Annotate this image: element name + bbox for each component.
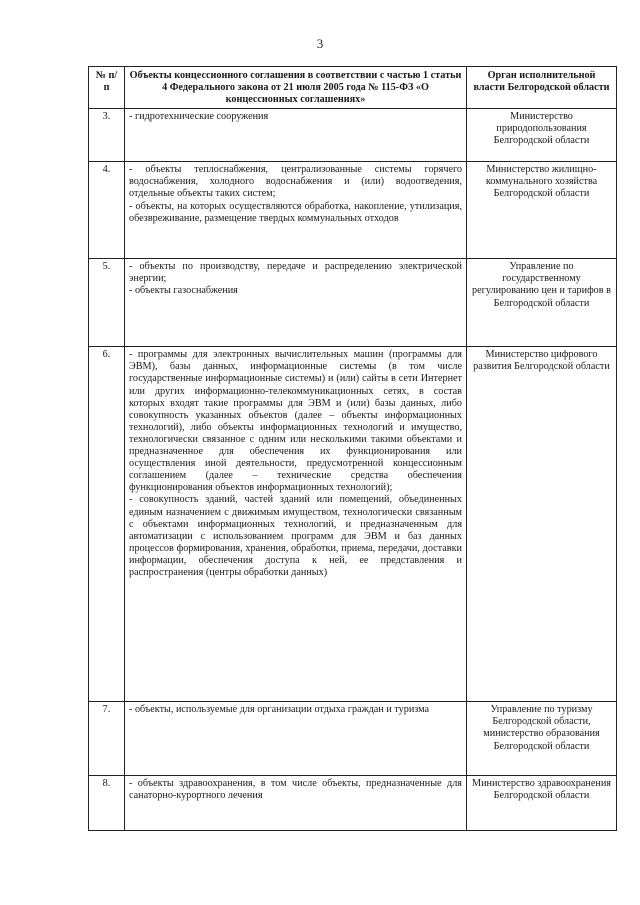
- table-row: [89, 109, 617, 162]
- row-objects: [125, 776, 467, 831]
- object-item: - объекты по производству, передаче и распределению электрической энергии;: [129, 261, 462, 285]
- table-header-row: [89, 67, 617, 109]
- row-authority: Министерство жилищно-коммунального хозяйства Белгородской области: [467, 162, 617, 259]
- row-number: 4.: [89, 162, 125, 259]
- row-objects: [125, 259, 467, 347]
- header-objects: Объекты концессионного соглашения в соответствии с частью 1 статьи 4 Федерального закона от 21 июля 2005 года № 115-ФЗ «О концессионных соглашениях»: [125, 67, 467, 109]
- object-item: - объекты, на которых осуществляются обработка, накопление, утилизация, обезвреживание, размещение твердых коммунальных отходов: [129, 200, 462, 224]
- row-number: 3.: [89, 109, 125, 162]
- object-item: - совокупность зданий, частей зданий или помещений, объединенных единым назначением с движимым имуществом, технологически связанным с объектами информационных технологий, и предназначенным для автоматизации с использованием программ для ЭВМ и баз данных процессов формирования, хранения, обработки, приема, передачи, доставки информации, обеспечения доступа к ней, ее представления и распространения (центры обработки данных): [129, 494, 462, 578]
- object-item: - объекты, используемые для организации отдыха граждан и туризма: [129, 704, 430, 716]
- row-number: 8.: [89, 776, 125, 831]
- row-authority: Министерство цифрового развития Белгородской области: [467, 347, 617, 702]
- row-objects: [125, 347, 467, 702]
- table-row: [89, 776, 617, 831]
- row-number: 7.: [89, 702, 125, 776]
- row-objects: [125, 109, 467, 162]
- object-item: - объекты здравоохранения, в том числе объекты, предназначенные для санаторно-курортного лечения: [129, 778, 462, 802]
- row-authority: Министерство природопользования Белгородской области: [467, 109, 617, 162]
- row-objects: [125, 702, 467, 776]
- row-number: 5.: [89, 259, 125, 347]
- object-item: - программы для электронных вычислительных машин (программы для ЭВМ), базы данных, информационные системы (в том числе государственные информационные системы) и (или) сайты в сети Интернет или других информационно-телекоммуникационных сетях, в состав которых входят такие программы для ЭВМ и (или) базы данных, либо совокупность указанных объектов (далее – объекты информационных технологий), либо объекты информационных технологий и имущество, технологически связанное с одним или несколькими такими объектами и предназначенное для обеспечения их функционирования или осуществления иной деятельности, предусмотренной концессионным соглашением (далее – технические средства обеспечения функционирования объектов информационных технологий);: [129, 349, 462, 494]
- table-row: [89, 347, 617, 702]
- row-authority: Управление по государственному регулированию цен и тарифов в Белгородской области: [467, 259, 617, 347]
- table-row: [89, 702, 617, 776]
- concession-objects-table: [88, 66, 617, 831]
- table-row: [89, 162, 617, 259]
- row-authority: Управление по туризму Белгородской области, министерство образования Белгородской области: [467, 702, 617, 776]
- object-item: - объекты теплоснабжения, централизованные системы горячего водоснабжения, холодного водоснабжения и (или) водоотведения, отдельные объекты таких систем;: [129, 164, 462, 200]
- header-num: № п/п: [89, 67, 125, 109]
- page-number: 3: [316, 36, 324, 51]
- header-authority: Орган исполнительной власти Белгородской области: [467, 67, 617, 109]
- table-row: [89, 259, 617, 347]
- row-authority: Министерство здравоохранения Белгородской области: [467, 776, 617, 831]
- row-number: 6.: [89, 347, 125, 702]
- object-item: - объекты газоснабжения: [129, 285, 238, 297]
- row-objects: [125, 162, 467, 259]
- object-item: - гидротехнические сооружения: [129, 111, 269, 123]
